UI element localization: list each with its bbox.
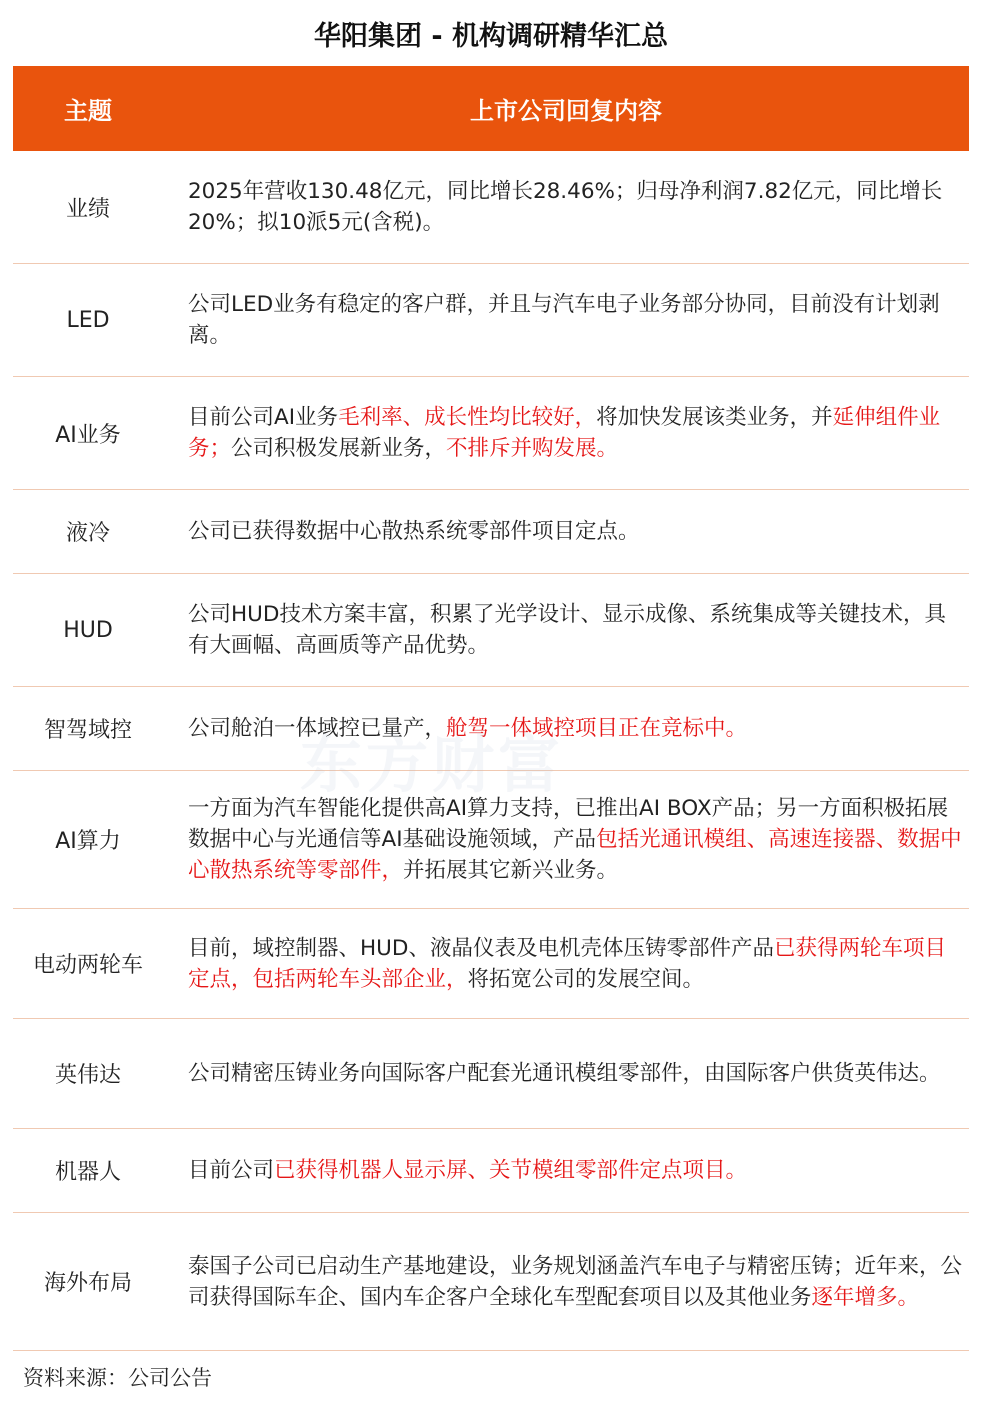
row-topic: 液冷 (65, 521, 110, 546)
row-topic: 英伟达 (54, 1063, 121, 1088)
table-row (13, 687, 969, 771)
row-topic: LED (66, 307, 110, 333)
row-content-text (188, 1155, 747, 1186)
content-text: 泰国子公司已启动生产基地建设，业务规划涵盖汽车电子与精密压铸；近年来，公司获得国际车企、国内车企客户全球化车型配套项目以及其他业务 (188, 1253, 963, 1310)
row-content (163, 377, 969, 489)
row-topic: 机器人 (54, 1160, 121, 1185)
row-content-text (188, 713, 747, 744)
content-text: 公司HUD技术方案丰富，积累了光学设计、显示成像、系统集成等关键技术，具有大画幅、高画质等产品优势。 (188, 602, 946, 658)
highlight-text: 已获得机器人显示屏、关节模组零部件定点项目。 (274, 1158, 748, 1183)
content-text: 目前公司AI业务 (188, 405, 339, 430)
content-text: 将拓宽公司的发展空间。 (467, 966, 705, 992)
row-content (163, 1213, 969, 1350)
table-row (13, 574, 969, 687)
table-row (13, 909, 969, 1019)
row-content-text (188, 1058, 941, 1089)
table-row (13, 264, 969, 377)
row-content-text (188, 516, 640, 547)
highlight-text: 不排斥并购发展。 (446, 436, 619, 461)
content-text: 目前，域控制器、HUD、液晶仪表及电机壳体压铸零部件产品 (188, 935, 774, 961)
content-text: 公司精密压铸业务向国际客户配套光通讯模组零部件，由国际客户供货英伟达。 (188, 1061, 941, 1086)
row-topic: AI算力 (55, 829, 121, 854)
row-content-text (188, 793, 965, 886)
content-text: 2025年营收130.48亿元，同比增长28.46%；归母净利润7.82亿元，同比增长20%；拟10派5元(含税)。 (188, 179, 943, 235)
highlight-text: 延伸组件业务； (188, 405, 941, 461)
row-content (163, 264, 969, 376)
row-content-text (188, 289, 965, 351)
row-content (163, 151, 969, 263)
page-title: 华阳集团 - 机构调研精华汇总 (313, 20, 668, 52)
row-topic: AI业务 (55, 422, 121, 448)
content-text: 并拓展其它新兴业务。 (403, 858, 619, 883)
row-topic: 海外布局 (43, 1271, 132, 1296)
table-row (13, 490, 969, 574)
row-content (163, 1129, 969, 1212)
content-text: 目前公司 (188, 1158, 275, 1183)
highlight-text: 包括光通讯模组、高速连接器、数据中心散热系统等零部件， (188, 827, 962, 883)
row-topic: 智驾域控 (43, 718, 132, 743)
row-topic: 电动两轮车 (32, 953, 143, 978)
table-header (13, 66, 969, 151)
row-content (163, 771, 969, 908)
row-content-text (188, 176, 965, 238)
content-text: 公司积极发展新业务， (231, 436, 447, 461)
table-row (13, 771, 969, 909)
table-row (13, 377, 969, 490)
row-content (163, 490, 969, 573)
row-content (163, 1019, 969, 1128)
row-content (163, 687, 969, 770)
table-row (13, 1213, 969, 1351)
content-text: 一方面为汽车智能化提供高AI算力支持，已推出AI BOX产品；另一方面积极拓展数据中心与光通信等AI基础设施领域，产品 (188, 796, 949, 852)
row-topic: 业绩 (65, 196, 110, 222)
watermark: 东方财富 (300, 728, 565, 801)
highlight-text: 舱驾一体域控项目正在竞标中。 (446, 716, 748, 741)
row-content (163, 909, 969, 1018)
row-content-text (188, 402, 965, 464)
header-topic: 主题 (64, 97, 112, 125)
highlight-text: 毛利率、成长性均比较好， (338, 405, 597, 430)
content-text: 公司舱泊一体域控已量产， (188, 716, 447, 741)
table-row (13, 1129, 969, 1213)
row-content-text (188, 599, 965, 661)
table-row (13, 151, 969, 264)
research-summary-table (13, 66, 969, 1351)
highlight-text: 逐年增多。 (811, 1284, 920, 1310)
row-content (163, 574, 969, 686)
row-topic: HUD (63, 617, 113, 643)
header-content: 上市公司回复内容 (470, 97, 662, 125)
row-content-text (188, 1251, 965, 1313)
table-row (13, 1019, 969, 1129)
content-text: 公司已获得数据中心散热系统零部件项目定点。 (188, 519, 640, 544)
source-note: 资料来源：公司公告 (23, 1366, 212, 1390)
content-text: 将加快发展该类业务，并 (596, 405, 833, 430)
highlight-text: 已获得两轮车项目定点，包括两轮车头部企业， (188, 935, 946, 992)
content-text: 公司LED业务有稳定的客户群，并且与汽车电子业务部分协同，目前没有计划剥离。 (188, 292, 940, 348)
table-body (13, 151, 969, 1351)
row-content-text (188, 933, 965, 995)
